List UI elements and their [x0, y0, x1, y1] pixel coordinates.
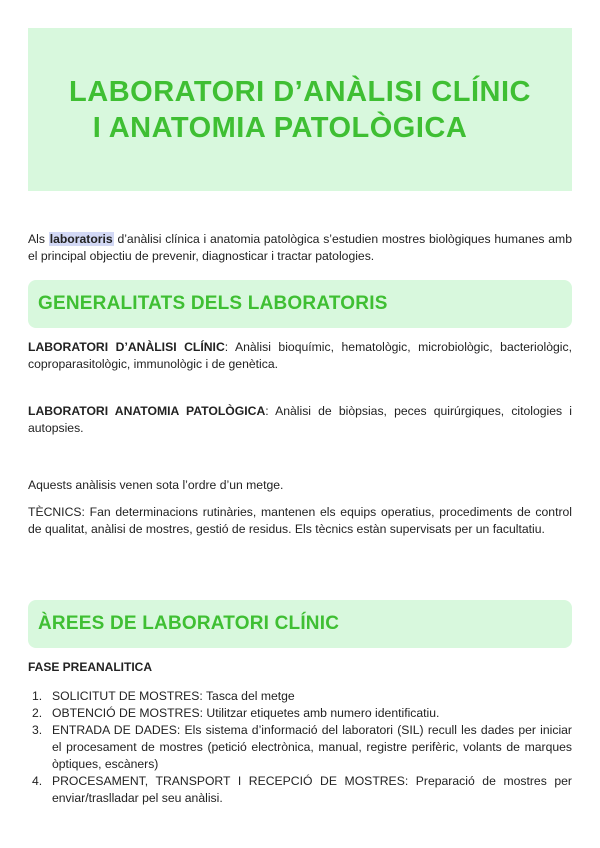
intro-paragraph: [28, 231, 572, 265]
fase-preanalitica-heading: FASE PREANALITICA: [28, 660, 153, 674]
section-arees-heading: ÀREES DE LABORATORI CLÍNIC: [38, 613, 340, 634]
intro-highlight: laboratoris: [49, 232, 113, 246]
lab-anatomia-paragraph: [28, 403, 572, 437]
section-generalitats: [28, 280, 572, 328]
order-paragraph: Aquests anàlisis venen sota l’ordre d’un metge.: [28, 478, 284, 492]
page-title-line-1: LABORATORI D’ANÀLISI CLÍNIC: [69, 75, 531, 108]
page-title-line-2: I ANATOMIA PATOLÒGICA: [92, 111, 468, 144]
list-item: 4. PROCESAMENT, TRANSPORT I RECEPCIÓ DE MOSTRES: Preparació de mostres per enviar/traslladar pel seu anàlisi.: [32, 774, 572, 805]
page-title: [69, 74, 531, 146]
lab-anatomia-text: : Anàlisi de biòpsias, peces quirúrgiques, citologies i autopsies.: [28, 404, 572, 435]
intro-prefix: Als: [28, 232, 49, 246]
section-generalitats-heading: GENERALITATS DELS LABORATORIS: [38, 293, 388, 314]
title-banner: [28, 28, 572, 191]
list-item: 2. OBTENCIÓ DE MOSTRES: Utilitzar etiquetes amb numero identificatiu.: [32, 706, 440, 720]
preanalitica-list: [28, 688, 572, 807]
list-item: 1. SOLICITUT DE MOSTRES: Tasca del metge: [32, 689, 295, 703]
lab-clinic-text: : Anàlisi bioquímic, hematològic, microbiològic, bacteriològic, coproparasitològic, immunològic i de genètica.: [28, 340, 572, 371]
section-arees: [28, 600, 572, 648]
intro-rest: d’anàlisi clínica i anatomia patològica s’estudien mostres biològiques humanes amb el principal objectiu de prevenir, diagnosticar i tractar patologies.: [28, 232, 572, 263]
list-item: 3. ENTRADA DE DADES: Els sistema d’informació del laboratori (SIL) recull les dades per iniciar el procesament de mostres (petició electrònica, manual, registre perifèric, volants de marques òptiques, escàners): [32, 723, 572, 771]
lab-clinic-label: LABORATORI D’ANÀLISI CLÍNIC: [28, 340, 225, 354]
lab-anatomia-label: LABORATORI ANATOMIA PATOLÒGICA: [28, 404, 266, 418]
lab-clinic-paragraph: [28, 339, 572, 373]
tecnics-paragraph: TÈCNICS: Fan determinacions rutinàries, mantenen els equips operatius, procediments de control de qualitat, anàlisi de mostres, gestió de residus. Els tècnics estàn supervisats per un facultatiu.: [28, 505, 572, 536]
